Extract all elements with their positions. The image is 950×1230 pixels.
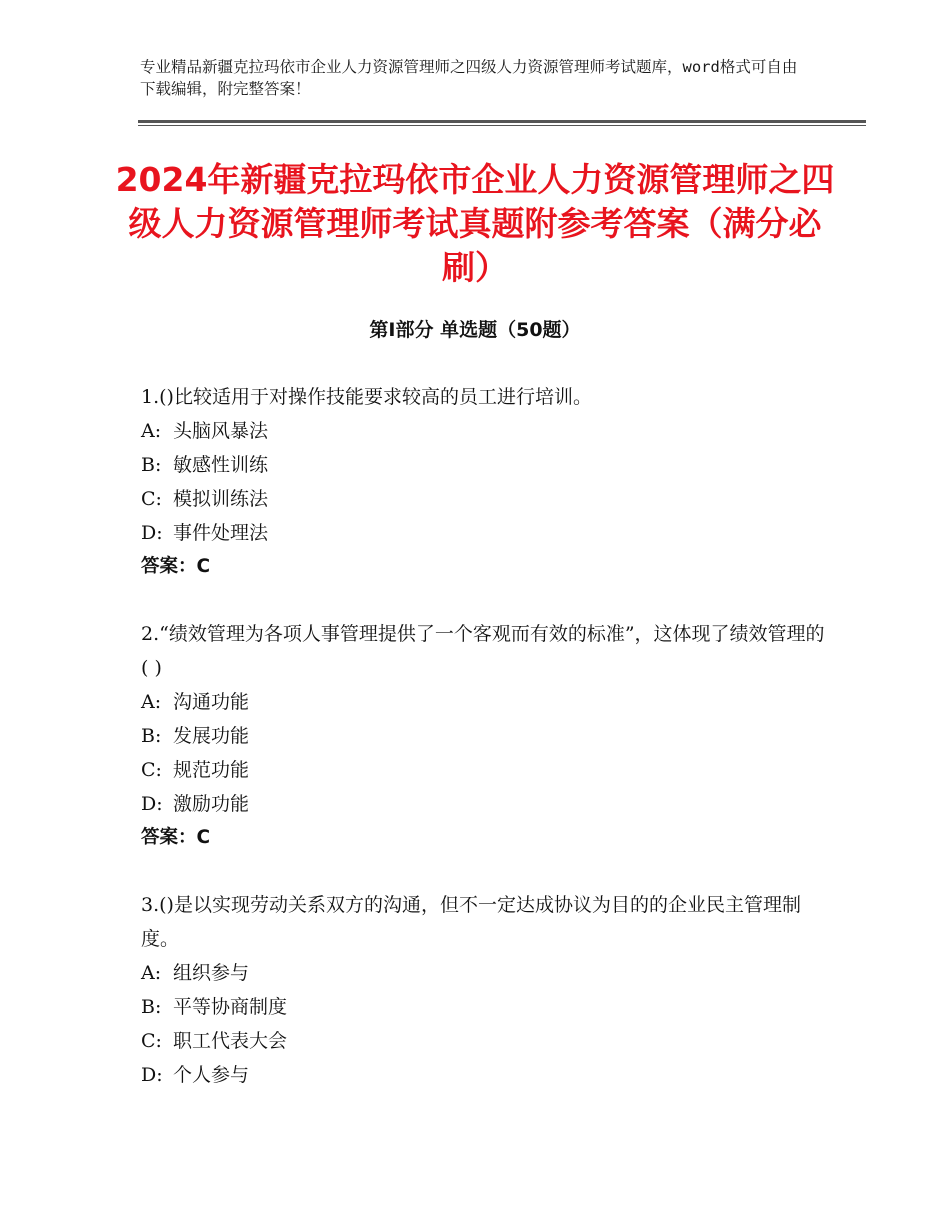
question-stem: 1.()比较适用于对操作技能要求较高的员工进行培训。 (141, 386, 592, 408)
option-b (141, 990, 831, 1024)
option-text: 头脑风暴法 (173, 420, 269, 442)
option-d (141, 787, 831, 821)
answer-label: 答案：C (141, 556, 211, 577)
option-letter: B: (141, 454, 162, 476)
option-text: 职工代表大会 (173, 1030, 288, 1052)
option-text: 沟通功能 (173, 691, 250, 713)
option-a (141, 414, 831, 448)
answer-label: 答案：C (141, 827, 211, 848)
option-letter: B: (141, 996, 162, 1018)
option-text: 规范功能 (173, 759, 250, 781)
option-text: 个人参与 (173, 1064, 250, 1086)
section-title: 第Ⅰ部分 单选题（50题） (369, 319, 581, 341)
option-text: 模拟训练法 (173, 488, 269, 510)
option-letter: A: (141, 691, 162, 713)
question-stem: 2.“绩效管理为各项人事管理提供了一个客观而有效的标准”，这体现了绩效管理的( ) (141, 623, 825, 679)
option-letter: C: (141, 488, 162, 510)
option-b (141, 719, 831, 753)
option-c (141, 1024, 831, 1058)
question-spacer (141, 855, 831, 888)
option-letter: C: (141, 759, 162, 781)
header-note: 专业精品新疆克拉玛依市企业人力资源管理师之四级人力资源管理师考试题库，word格式可自由下载编辑，附完整答案！ (140, 58, 798, 98)
option-d (141, 1058, 831, 1092)
option-text: 事件处理法 (173, 522, 269, 544)
option-d (141, 516, 831, 550)
option-letter: D: (141, 1064, 163, 1086)
document-title: 2024年新疆克拉玛依市企业人力资源管理师之四级人力资源管理师考试真题附参考答案（满分必刷） (115, 160, 835, 287)
question-2 (141, 617, 831, 855)
option-a (141, 685, 831, 719)
option-text: 平等协商制度 (173, 996, 288, 1018)
question-list (141, 380, 831, 1092)
option-c (141, 753, 831, 787)
question-3 (141, 888, 831, 1092)
option-letter: C: (141, 1030, 162, 1052)
option-text: 组织参与 (173, 962, 250, 984)
option-letter: A: (141, 962, 162, 984)
option-letter: D: (141, 793, 163, 815)
option-a (141, 956, 831, 990)
option-text: 发展功能 (173, 725, 250, 747)
option-text: 激励功能 (173, 793, 250, 815)
option-c (141, 482, 831, 516)
header-divider (138, 120, 866, 126)
option-text: 敏感性训练 (173, 454, 269, 476)
option-b (141, 448, 831, 482)
question-1 (141, 380, 831, 584)
question-stem: 3.()是以实现劳动关系双方的沟通，但不一定达成协议为目的的企业民主管理制度。 (141, 894, 801, 950)
option-letter: B: (141, 725, 162, 747)
question-spacer (141, 584, 831, 617)
option-letter: A: (141, 420, 162, 442)
option-letter: D: (141, 522, 163, 544)
